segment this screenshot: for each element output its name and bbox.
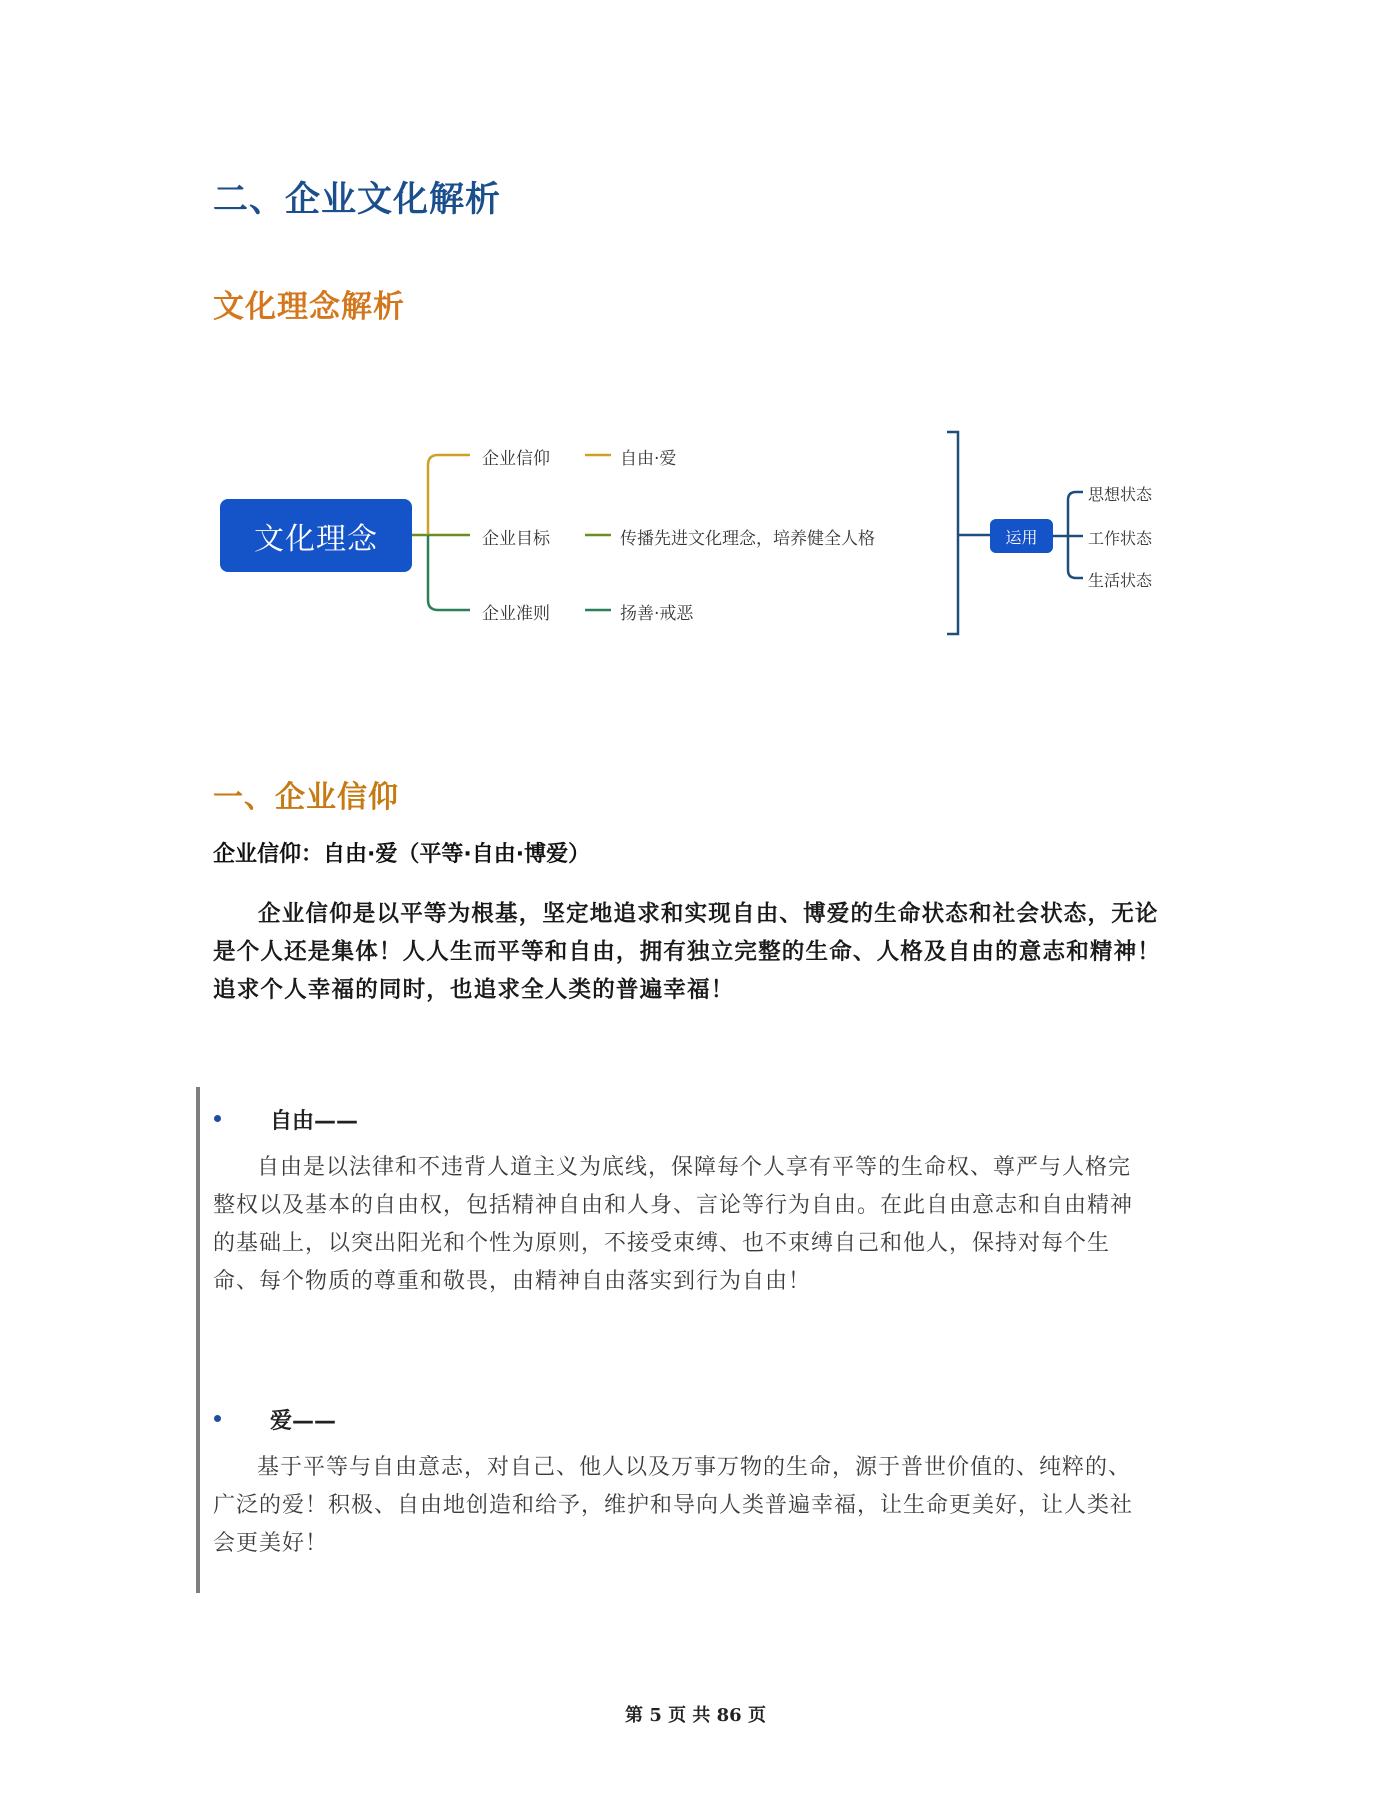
mindmap-connectors (0, 0, 1391, 800)
page-footer: 第 5 页 共 86 页 (625, 1705, 766, 1726)
state-life: 生活状态 (1088, 571, 1153, 590)
bullet-title-love: 爱—— (270, 1409, 337, 1434)
mindmap-root: 文化理念 (220, 499, 412, 572)
bullet-dot-love (214, 1415, 221, 1422)
section-1-intro: 企业信仰是以平等为根基，坚定地追求和实现自由、博爱的生命状态和社会状态，无论是个人还是集体！人人生而平等和自由，拥有独立完整的生命、人格及自由的意志和精神！追求个人幸福的同时，也追求全人类的普遍幸福！ (213, 901, 1162, 1003)
state-thought: 思想状态 (1088, 485, 1153, 504)
section-heading: 文化理念解析 (213, 289, 405, 325)
page-heading: 二、企业文化解析 (213, 180, 502, 220)
section-1-title: 一、企业信仰 (213, 780, 399, 815)
mindmap-apply-node: 运用 (990, 519, 1053, 553)
branch-value-goal: 传播先进文化理念，培养健全人格 (620, 529, 875, 549)
bullet-text-freedom: 自由是以法律和不违背人道主义为底线，保障每个人享有平等的生命权、尊严与人格完整权以及基本的自由权，包括精神自由和人身、言论等行为自由。在此自由意志和自由精神的基础上，以突出阳光和个性为原则，不接受束缚、也不束缚自己和他人，保持对每个生命、每个物质的尊重和敬畏，由精神自由落实到行为自由！ (213, 1155, 1134, 1294)
bullet-dot-freedom (214, 1115, 221, 1122)
state-work: 工作状态 (1088, 529, 1153, 548)
quote-bar (196, 1087, 200, 1593)
bullet-title-freedom: 自由—— (270, 1109, 359, 1134)
branch-label-belief: 企业信仰 (482, 449, 550, 469)
branch-label-goal: 企业目标 (482, 529, 550, 549)
branch-label-principle: 企业准则 (482, 604, 550, 624)
branch-value-principle: 扬善·戒恶 (620, 604, 694, 624)
branch-value-belief: 自由·爱 (620, 449, 677, 469)
bullet-text-love: 基于平等与自由意志，对自己、他人以及万事万物的生命，源于普世价值的、纯粹的、广泛的爱！积极、自由地创造和给予，维护和导向人类普遍幸福，让生命更美好，让人类社会更美好！ (213, 1455, 1134, 1556)
section-1-subtitle: 企业信仰：自由·爱（平等·自由·博爱） (213, 842, 591, 867)
